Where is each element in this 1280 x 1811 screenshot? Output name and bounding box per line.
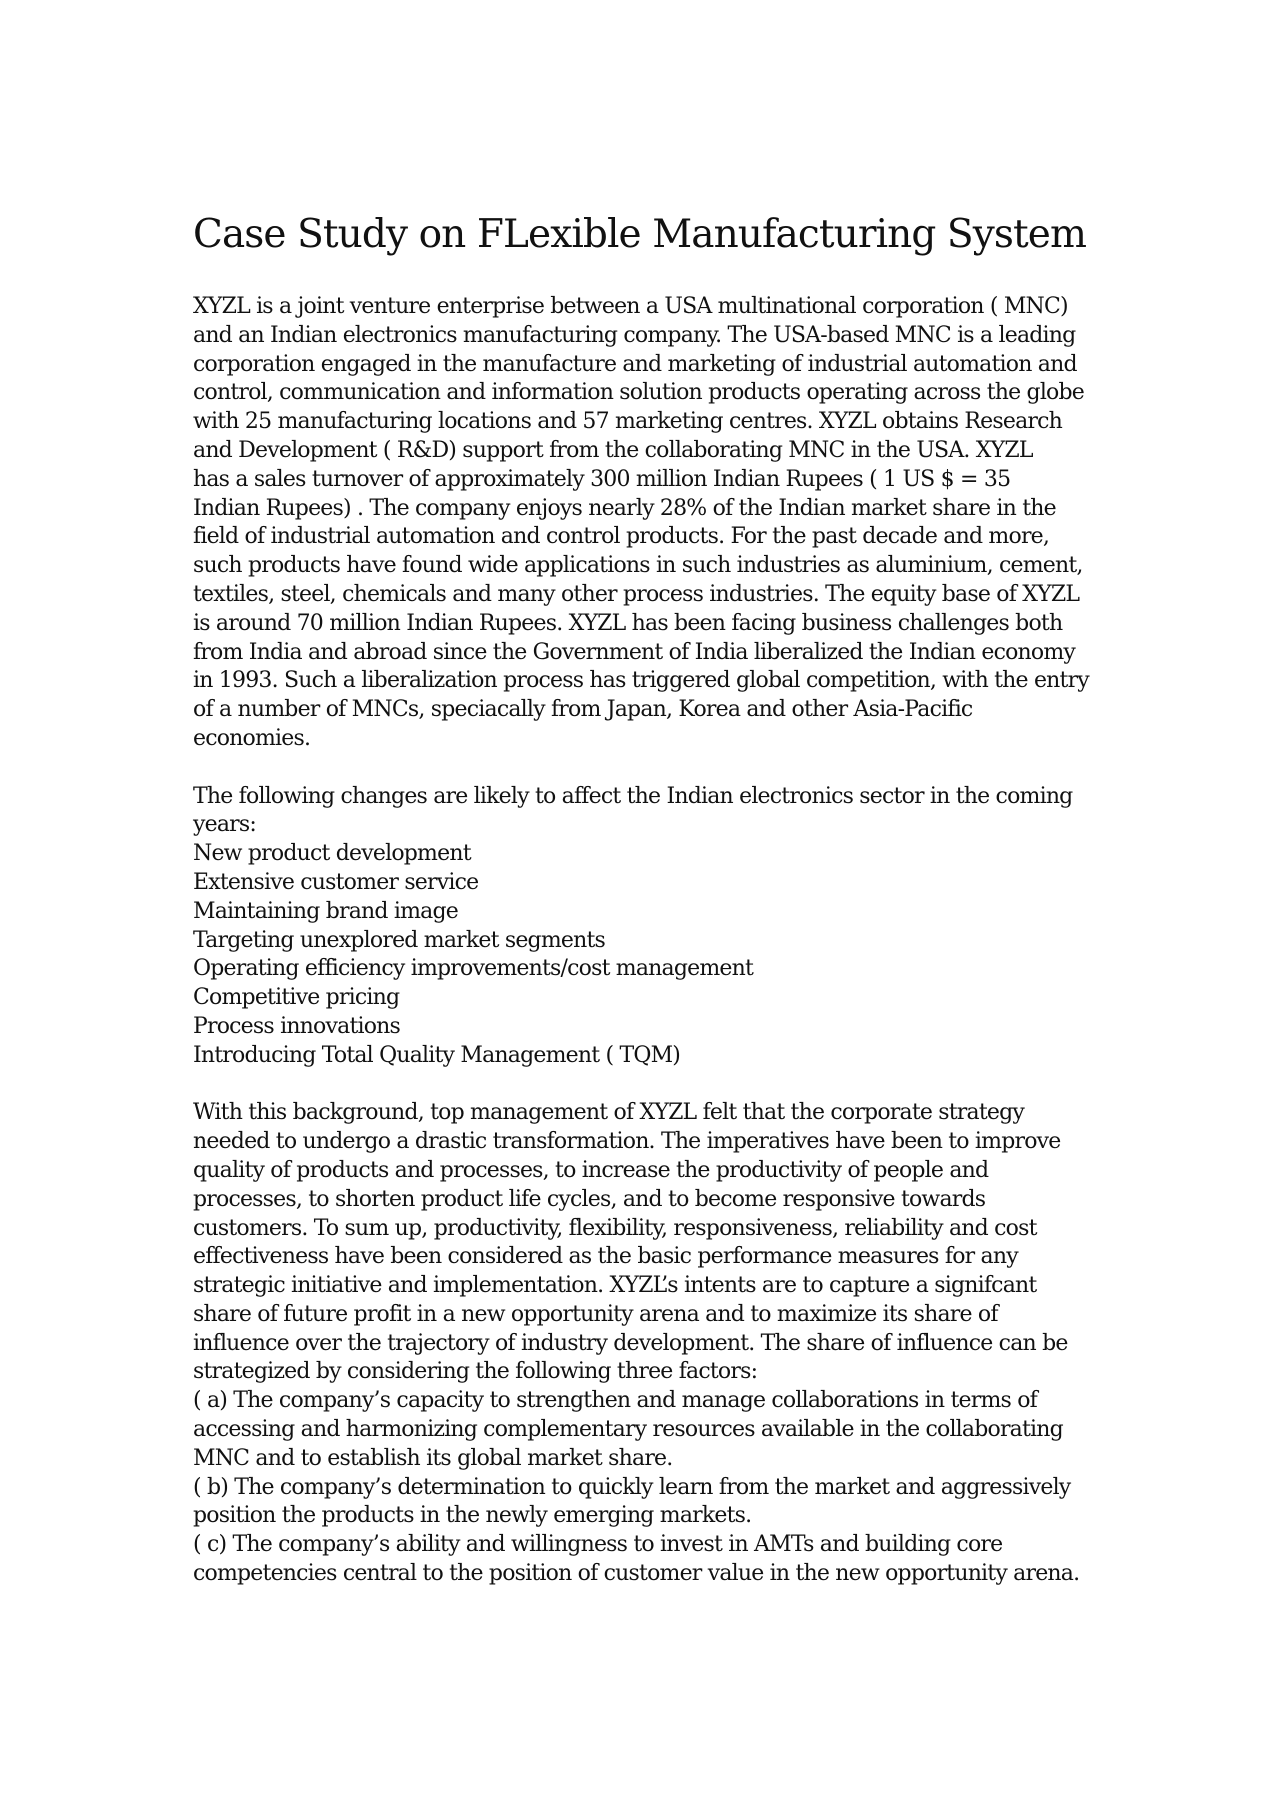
- list-item: Maintaining brand image: [193, 898, 458, 924]
- list-item: Extensive customer service: [193, 869, 479, 895]
- text-line: with 25 manufacturing locations and 57 marketing centres. XYZL obtains Research: [193, 409, 1062, 435]
- list-item: Process innovations: [193, 1013, 401, 1039]
- document-content: [193, 205, 1093, 1589]
- factor-b-line: ( b) The company’s determination to quickly learn from the market and aggressively: [193, 1474, 1071, 1500]
- list-item: Operating efficiency improvements/cost management: [193, 956, 754, 982]
- text-line: is around 70 million Indian Rupees. XYZL has been facing business challenges both: [193, 610, 1063, 636]
- text-line: strategized by considering the following three factors:: [193, 1359, 758, 1385]
- factor-a-line: ( a) The company’s capacity to strengthen and manage collaborations in terms of: [193, 1388, 1037, 1414]
- text-line: processes, to shorten product life cycles, and to become responsive towards: [193, 1186, 986, 1212]
- text-line: position the products in the newly emerging markets.: [193, 1503, 752, 1529]
- text-line: control, communication and information solution products operating across the globe: [193, 380, 1085, 406]
- text-line: The following changes are likely to affect the Indian electronics sector in the coming: [193, 783, 1073, 809]
- document-title: Case Study on FLexible Manufacturing System: [193, 212, 1087, 257]
- text-line: With this background, top management of XYZL felt that the corporate strategy: [193, 1100, 1025, 1126]
- factor-c-line: ( c) The company’s ability and willingness to invest in AMTs and building core: [193, 1532, 1003, 1558]
- text-line: Indian Rupees) . The company enjoys nearly 28% of the Indian market share in the: [193, 495, 1056, 521]
- intro-paragraph: [193, 293, 1093, 754]
- text-line: of a number of MNCs, speciacally from Japan, Korea and other Asia-Pacific: [193, 697, 973, 723]
- changes-list: [193, 840, 1093, 1070]
- list-item: Competitive pricing: [193, 985, 400, 1011]
- paragraph-gap: [193, 754, 1093, 783]
- text-line: influence over the trajectory of industry development. The share of influence can be: [193, 1330, 1068, 1356]
- text-line: strategic initiative and implementation. XYZL’s intents are to capture a signifcant: [193, 1273, 1037, 1299]
- changes-intro: [193, 783, 1093, 841]
- text-line: and an Indian electronics manufacturing company. The USA-based MNC is a leading: [193, 322, 1076, 348]
- text-line: economies.: [193, 725, 311, 751]
- background-paragraph: [193, 1099, 1093, 1589]
- text-line: from India and abroad since the Government of India liberalized the Indian economy: [193, 639, 1076, 665]
- text-line: competencies central to the position of customer value in the new opportunity arena.: [193, 1561, 1080, 1587]
- text-line: corporation engaged in the manufacture and marketing of industrial automation and: [193, 351, 1077, 377]
- text-line: accessing and harmonizing complementary resources available in the collaborating: [193, 1417, 1063, 1443]
- text-line: such products have found wide applications in such industries as aluminium, cement,: [193, 553, 1083, 579]
- text-line: effectiveness have been considered as the basic performance measures for any: [193, 1244, 1018, 1270]
- text-line: share of future profit in a new opportunity arena and to maximize its share of: [193, 1301, 998, 1327]
- text-line: and Development ( R&D) support from the collaborating MNC in the USA. XYZL: [193, 437, 1033, 463]
- text-line: years:: [193, 812, 256, 838]
- paragraph-gap: [193, 1071, 1093, 1100]
- text-line: needed to undergo a drastic transformation. The imperatives have been to improve: [193, 1129, 1061, 1155]
- text-line: field of industrial automation and control products. For the past decade and more,: [193, 524, 1050, 550]
- list-item: Introducing Total Quality Management ( TQM): [193, 1042, 681, 1068]
- list-item: Targeting unexplored market segments: [193, 927, 606, 953]
- text-line: quality of products and processes, to increase the productivity of people and: [193, 1157, 989, 1183]
- list-item: New product development: [193, 841, 471, 867]
- text-line: XYZL is a joint venture enterprise between a USA multinational corporation ( MNC): [193, 294, 1068, 319]
- text-line: in 1993. Such a liberalization process has triggered global competition, with the entry: [193, 668, 1089, 694]
- text-line: customers. To sum up, productivity, flexibility, responsiveness, reliability and cost: [193, 1215, 1037, 1241]
- text-line: textiles, steel, chemicals and many other process industries. The equity base of XYZL: [193, 581, 1080, 607]
- text-line: has a sales turnover of approximately 300 million Indian Rupees ( 1 US $ = 35: [193, 466, 1011, 492]
- text-line: MNC and to establish its global market share.: [193, 1445, 673, 1471]
